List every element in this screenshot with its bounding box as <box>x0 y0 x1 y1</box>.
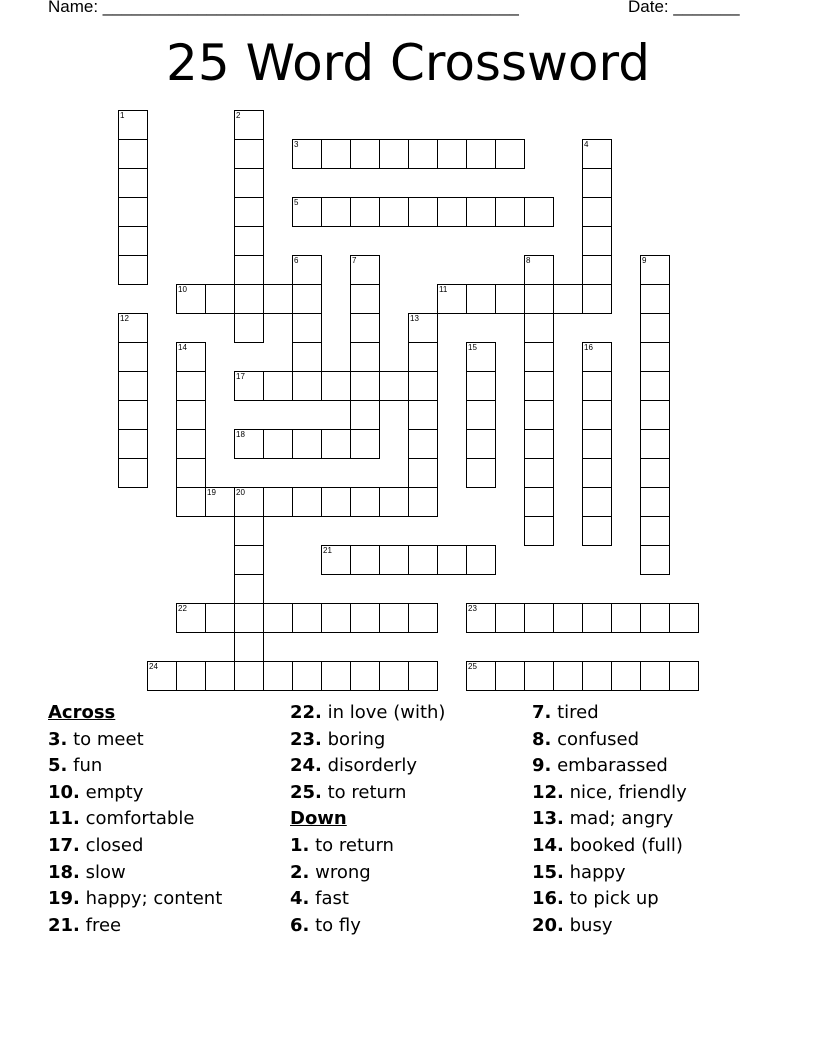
grid-cell[interactable] <box>292 661 322 691</box>
cell-number: 3 <box>294 140 299 149</box>
grid-cell[interactable] <box>582 516 612 546</box>
grid-cell[interactable] <box>553 603 583 633</box>
clue-number: 4. <box>290 888 310 910</box>
grid-cell[interactable] <box>292 603 322 633</box>
grid-cell[interactable] <box>408 661 438 691</box>
grid-cell[interactable] <box>524 487 554 517</box>
clue-text: to meet <box>73 728 144 750</box>
clue-number: 1. <box>290 834 310 856</box>
grid-cell[interactable] <box>582 168 612 198</box>
grid-cell[interactable] <box>640 342 670 372</box>
grid-cell[interactable] <box>669 661 699 691</box>
cell-number: 1 <box>120 111 125 120</box>
cell-number: 4 <box>584 140 589 149</box>
grid-cell[interactable] <box>205 603 235 633</box>
cell-number: 18 <box>236 430 245 439</box>
grid-cell[interactable] <box>350 545 380 575</box>
grid-cell[interactable] <box>234 255 264 285</box>
clue-across-21 <box>48 913 222 940</box>
clue-down-1 <box>290 833 445 860</box>
clue-text: happy; content <box>85 888 223 910</box>
clue-text: fun <box>73 755 103 777</box>
grid-cell[interactable] <box>466 197 496 227</box>
grid-cell[interactable] <box>263 284 293 314</box>
clue-text: to fly <box>315 914 361 936</box>
grid-cell[interactable] <box>640 284 670 314</box>
clue-number: 24. <box>290 755 322 777</box>
grid-cell[interactable] <box>321 429 351 459</box>
grid-cell[interactable] <box>118 197 148 227</box>
grid-cell[interactable] <box>118 110 148 140</box>
grid-cell[interactable] <box>263 371 293 401</box>
grid-cell[interactable] <box>524 197 554 227</box>
clue-text: disorderly <box>327 755 418 777</box>
page-title: 25 Word Crossword <box>166 34 650 92</box>
cell-number: 5 <box>294 198 299 207</box>
grid-cell[interactable] <box>524 516 554 546</box>
cell-number: 8 <box>526 256 531 265</box>
grid-cell[interactable] <box>379 661 409 691</box>
grid-cell[interactable] <box>292 197 322 227</box>
cell-number: 16 <box>584 343 593 352</box>
grid-cell[interactable] <box>379 371 409 401</box>
grid-cell[interactable] <box>176 342 206 372</box>
grid-cell[interactable] <box>582 197 612 227</box>
clue-down-8 <box>532 727 687 754</box>
clue-text: confused <box>557 728 640 750</box>
grid-cell[interactable] <box>379 603 409 633</box>
grid-cell[interactable] <box>292 487 322 517</box>
grid-cell[interactable] <box>437 139 467 169</box>
grid-cell[interactable] <box>350 661 380 691</box>
cell-number: 6 <box>294 256 299 265</box>
clue-text: tired <box>557 702 599 723</box>
name-field-label: Name: ____________________________________________ <box>48 0 519 16</box>
grid-cell[interactable] <box>263 487 293 517</box>
grid-cell[interactable] <box>234 545 264 575</box>
grid-cell[interactable] <box>350 371 380 401</box>
grid-cell[interactable] <box>408 429 438 459</box>
grid-cell[interactable] <box>234 661 264 691</box>
grid-cell[interactable] <box>408 197 438 227</box>
grid-cell[interactable] <box>466 139 496 169</box>
grid-cell[interactable] <box>292 284 322 314</box>
grid-cell[interactable] <box>205 661 235 691</box>
down-heading: Down <box>290 808 347 830</box>
grid-cell[interactable] <box>292 255 322 285</box>
grid-cell[interactable] <box>234 487 264 517</box>
grid-cell[interactable] <box>437 197 467 227</box>
clue-number: 2. <box>290 861 310 883</box>
grid-cell[interactable] <box>640 313 670 343</box>
grid-cell[interactable] <box>263 603 293 633</box>
clue-down-9 <box>532 753 687 780</box>
cell-number: 13 <box>410 314 419 323</box>
clue-number: 15. <box>532 861 564 883</box>
grid-cell[interactable] <box>379 545 409 575</box>
clue-down-6 <box>290 913 445 940</box>
grid-cell[interactable] <box>466 458 496 488</box>
grid-cell[interactable] <box>466 284 496 314</box>
clue-down-4 <box>290 886 445 913</box>
grid-cell[interactable] <box>234 110 264 140</box>
grid-cell[interactable] <box>495 139 525 169</box>
clue-text: free <box>85 914 122 936</box>
grid-cell[interactable] <box>495 603 525 633</box>
clue-number: 16. <box>532 888 564 910</box>
clue-number: 18. <box>48 861 80 883</box>
grid-cell[interactable] <box>176 603 206 633</box>
clues-column-3 <box>532 700 687 939</box>
clue-number: 19. <box>48 888 80 910</box>
grid-cell[interactable] <box>524 603 554 633</box>
grid-cell[interactable] <box>640 255 670 285</box>
grid-cell[interactable] <box>524 342 554 372</box>
grid-cell[interactable] <box>234 574 264 604</box>
grid-cell[interactable] <box>524 284 554 314</box>
clue-text: comfortable <box>85 808 195 830</box>
cell-number: 10 <box>178 285 187 294</box>
clue-number: 5. <box>48 755 68 777</box>
grid-cell[interactable] <box>640 603 670 633</box>
clue-text: to return <box>315 834 394 856</box>
cell-number: 24 <box>149 662 158 671</box>
grid-cell[interactable] <box>611 661 641 691</box>
grid-cell[interactable] <box>437 545 467 575</box>
clues-column-2 <box>290 700 445 939</box>
clue-across-5 <box>48 753 222 780</box>
grid-cell[interactable] <box>292 139 322 169</box>
grid-cell[interactable] <box>408 371 438 401</box>
grid-cell[interactable] <box>321 139 351 169</box>
grid-cell[interactable] <box>408 545 438 575</box>
date-field-label: Date: _______ <box>628 0 740 16</box>
grid-cell[interactable] <box>263 429 293 459</box>
grid-cell[interactable] <box>379 139 409 169</box>
grid-cell[interactable] <box>176 371 206 401</box>
clue-text: busy <box>569 914 613 936</box>
grid-cell[interactable] <box>321 487 351 517</box>
grid-cell[interactable] <box>437 284 467 314</box>
grid-cell[interactable] <box>408 400 438 430</box>
grid-cell[interactable] <box>582 429 612 459</box>
grid-cell[interactable] <box>118 313 148 343</box>
grid-cell[interactable] <box>582 603 612 633</box>
grid-cell[interactable] <box>234 284 264 314</box>
clue-text: slow <box>85 861 126 883</box>
grid-cell[interactable] <box>582 139 612 169</box>
grid-cell[interactable] <box>234 226 264 256</box>
clue-number: 22. <box>290 702 322 723</box>
clue-text: fast <box>315 888 349 910</box>
grid-cell[interactable] <box>118 400 148 430</box>
grid-cell[interactable] <box>147 661 177 691</box>
clue-across-23 <box>290 727 445 754</box>
clue-number: 8. <box>532 728 552 750</box>
clue-down-13 <box>532 806 687 833</box>
grid-cell[interactable] <box>582 226 612 256</box>
grid-cell[interactable] <box>176 284 206 314</box>
grid-cell[interactable] <box>669 603 699 633</box>
grid-cell[interactable] <box>640 545 670 575</box>
clue-down-16 <box>532 886 687 913</box>
grid-cell[interactable] <box>176 661 206 691</box>
grid-cell[interactable] <box>176 458 206 488</box>
grid-cell[interactable] <box>350 400 380 430</box>
clue-across-18 <box>48 860 222 887</box>
grid-cell[interactable] <box>350 255 380 285</box>
grid-cell[interactable] <box>582 661 612 691</box>
clue-number: 21. <box>48 914 80 936</box>
grid-cell[interactable] <box>466 603 496 633</box>
clue-across-19 <box>48 886 222 913</box>
cell-number: 12 <box>120 314 129 323</box>
grid-cell[interactable] <box>524 661 554 691</box>
clue-across-3 <box>48 727 222 754</box>
grid-cell[interactable] <box>292 429 322 459</box>
grid-cell[interactable] <box>524 429 554 459</box>
grid-cell[interactable] <box>379 197 409 227</box>
across-heading: Across <box>48 702 116 723</box>
grid-cell[interactable] <box>466 400 496 430</box>
grid-cell[interactable] <box>466 342 496 372</box>
clue-text: empty <box>85 781 144 803</box>
grid-cell[interactable] <box>176 400 206 430</box>
clue-number: 20. <box>532 914 564 936</box>
grid-cell[interactable] <box>408 313 438 343</box>
grid-cell[interactable] <box>524 371 554 401</box>
clue-text: in love (with) <box>327 702 446 723</box>
clue-down-15 <box>532 860 687 887</box>
clue-number: 14. <box>532 834 564 856</box>
grid-cell[interactable] <box>176 429 206 459</box>
grid-cell[interactable] <box>582 342 612 372</box>
clue-across-10 <box>48 780 222 807</box>
grid-cell[interactable] <box>234 516 264 546</box>
clue-text: embarassed <box>557 755 668 777</box>
clue-number: 9. <box>532 755 552 777</box>
grid-cell[interactable] <box>582 487 612 517</box>
cell-number: 19 <box>207 488 216 497</box>
clue-down-14 <box>532 833 687 860</box>
grid-cell[interactable] <box>495 284 525 314</box>
cell-number: 22 <box>178 604 187 613</box>
grid-cell[interactable] <box>350 487 380 517</box>
grid-cell[interactable] <box>408 139 438 169</box>
grid-cell[interactable] <box>379 487 409 517</box>
grid-cell[interactable] <box>466 371 496 401</box>
clue-number: 10. <box>48 781 80 803</box>
clue-text: booked (full) <box>569 834 683 856</box>
cell-number: 25 <box>468 662 477 671</box>
grid-cell[interactable] <box>466 545 496 575</box>
grid-cell[interactable] <box>408 342 438 372</box>
clue-number: 11. <box>48 808 80 830</box>
clue-across-17 <box>48 833 222 860</box>
grid-cell[interactable] <box>524 313 554 343</box>
grid-cell[interactable] <box>582 255 612 285</box>
cell-number: 11 <box>439 285 448 294</box>
grid-cell[interactable] <box>321 545 351 575</box>
grid-cell[interactable] <box>495 197 525 227</box>
grid-cell[interactable] <box>640 371 670 401</box>
clue-number: 3. <box>48 728 68 750</box>
grid-cell[interactable] <box>640 661 670 691</box>
clue-text: to return <box>327 781 407 803</box>
grid-cell[interactable] <box>118 371 148 401</box>
grid-cell[interactable] <box>524 255 554 285</box>
cell-number: 9 <box>642 256 647 265</box>
grid-cell[interactable] <box>321 371 351 401</box>
grid-cell[interactable] <box>234 139 264 169</box>
grid-cell[interactable] <box>582 400 612 430</box>
clue-number: 17. <box>48 834 80 856</box>
grid-cell[interactable] <box>495 661 525 691</box>
grid-cell[interactable] <box>234 603 264 633</box>
clue-text: wrong <box>315 861 371 883</box>
grid-cell[interactable] <box>234 632 264 662</box>
clue-text: mad; angry <box>569 808 674 830</box>
clue-down-7 <box>532 700 687 727</box>
clue-text: happy <box>569 861 626 883</box>
grid-cell[interactable] <box>466 429 496 459</box>
grid-cell[interactable] <box>640 458 670 488</box>
grid-cell[interactable] <box>234 313 264 343</box>
grid-cell[interactable] <box>611 603 641 633</box>
clue-text: nice, friendly <box>569 781 687 803</box>
cell-number: 17 <box>236 372 245 381</box>
cell-number: 7 <box>352 256 357 265</box>
clue-number: 7. <box>532 702 552 723</box>
grid-cell[interactable] <box>321 603 351 633</box>
grid-cell[interactable] <box>350 313 380 343</box>
grid-cell[interactable] <box>408 603 438 633</box>
cell-number: 15 <box>468 343 477 352</box>
grid-cell[interactable] <box>234 197 264 227</box>
grid-cell[interactable] <box>118 226 148 256</box>
grid-cell[interactable] <box>118 342 148 372</box>
grid-cell[interactable] <box>234 168 264 198</box>
grid-cell[interactable] <box>234 371 264 401</box>
cell-number: 20 <box>236 488 245 497</box>
grid-cell[interactable] <box>234 429 264 459</box>
grid-cell[interactable] <box>640 516 670 546</box>
clue-across-25 <box>290 780 445 807</box>
grid-cell[interactable] <box>292 313 322 343</box>
grid-cell[interactable] <box>118 255 148 285</box>
clue-down-2 <box>290 860 445 887</box>
grid-cell[interactable] <box>524 400 554 430</box>
grid-cell[interactable] <box>640 429 670 459</box>
grid-cell[interactable] <box>263 661 293 691</box>
clues-column-1 <box>48 700 222 939</box>
clue-number: 12. <box>532 781 564 803</box>
clue-across-24 <box>290 753 445 780</box>
grid-cell[interactable] <box>408 458 438 488</box>
grid-cell[interactable] <box>321 197 351 227</box>
clue-number: 6. <box>290 914 310 936</box>
grid-cell[interactable] <box>524 458 554 488</box>
grid-cell[interactable] <box>118 168 148 198</box>
grid-cell[interactable] <box>582 284 612 314</box>
grid-cell[interactable] <box>553 284 583 314</box>
grid-cell[interactable] <box>466 661 496 691</box>
grid-cell[interactable] <box>350 342 380 372</box>
clue-text: to pick up <box>569 888 659 910</box>
cell-number: 21 <box>323 546 332 555</box>
grid-cell[interactable] <box>350 603 380 633</box>
grid-cell[interactable] <box>350 429 380 459</box>
cell-number: 14 <box>178 343 187 352</box>
clue-across-11 <box>48 806 222 833</box>
grid-cell[interactable] <box>118 429 148 459</box>
grid-cell[interactable] <box>640 400 670 430</box>
grid-cell[interactable] <box>582 458 612 488</box>
grid-cell[interactable] <box>118 458 148 488</box>
clue-number: 23. <box>290 728 322 750</box>
cell-number: 2 <box>236 111 241 120</box>
clue-text: closed <box>85 834 144 856</box>
grid-cell[interactable] <box>350 139 380 169</box>
clue-across-22 <box>290 700 445 727</box>
grid-cell[interactable] <box>205 487 235 517</box>
clue-text: boring <box>327 728 386 750</box>
clue-number: 13. <box>532 808 564 830</box>
grid-cell[interactable] <box>640 487 670 517</box>
grid-cell[interactable] <box>553 661 583 691</box>
clue-down-20 <box>532 913 687 940</box>
grid-cell[interactable] <box>408 487 438 517</box>
grid-cell[interactable] <box>292 342 322 372</box>
grid-cell[interactable] <box>118 139 148 169</box>
grid-cell[interactable] <box>350 197 380 227</box>
clue-down-12 <box>532 780 687 807</box>
grid-cell[interactable] <box>321 661 351 691</box>
grid-cell[interactable] <box>350 284 380 314</box>
cell-number: 23 <box>468 604 477 613</box>
clue-number: 25. <box>290 781 322 803</box>
grid-cell[interactable] <box>292 371 322 401</box>
grid-cell[interactable] <box>582 371 612 401</box>
grid-cell[interactable] <box>205 284 235 314</box>
grid-cell[interactable] <box>176 487 206 517</box>
